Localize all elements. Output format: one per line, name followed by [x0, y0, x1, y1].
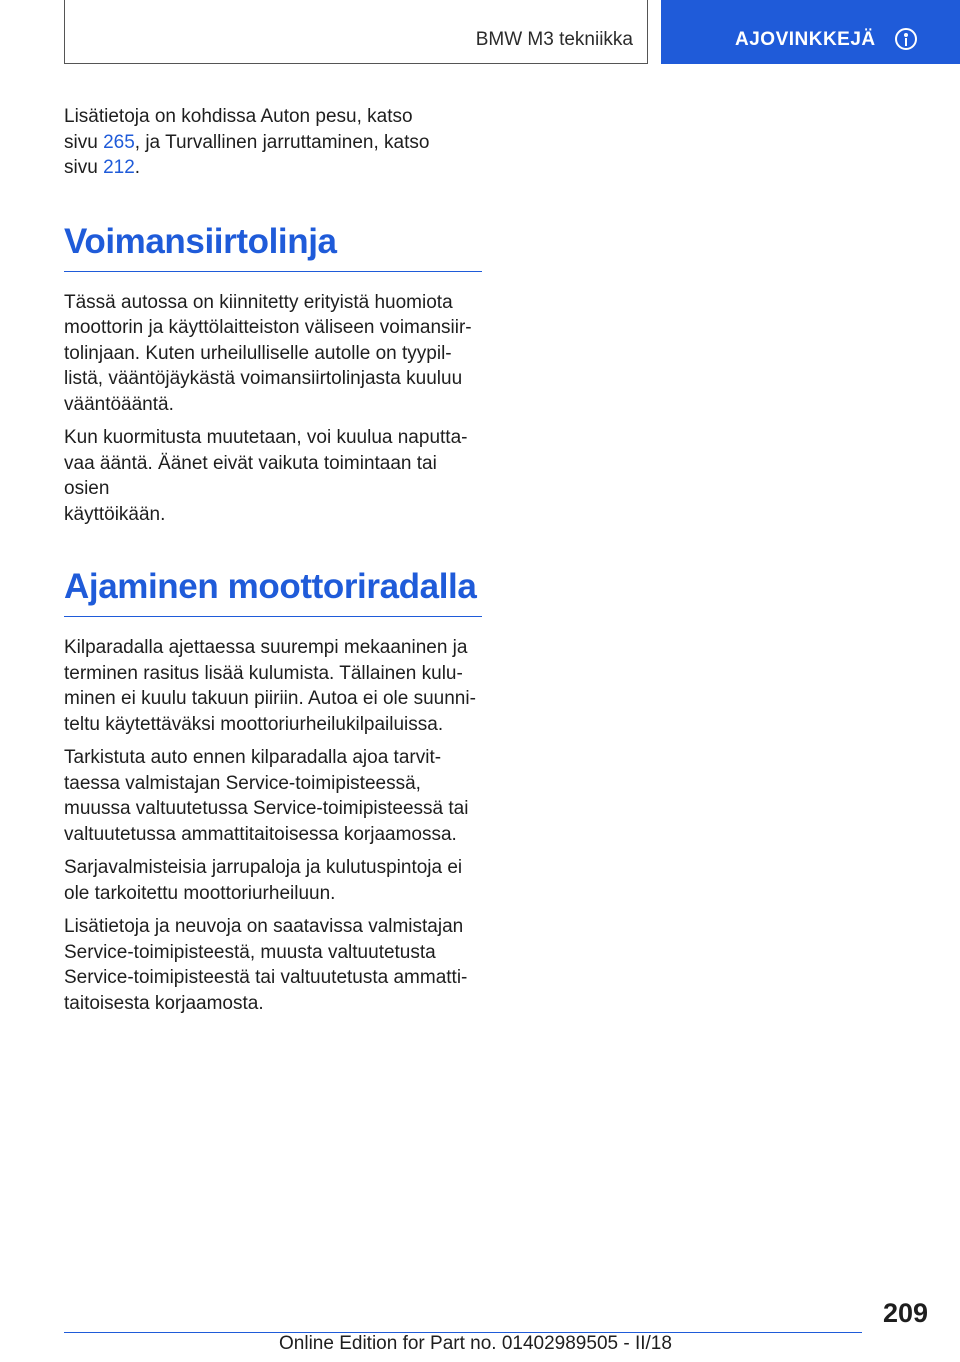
intro-text: sivu: [64, 157, 104, 178]
text-line: vaa ääntä. Äänet eivät vaikuta toimintaan tai osien: [64, 452, 437, 499]
text-line: Lisätietoja ja neuvoja on saatavissa valmistajan: [64, 916, 464, 937]
page-link-212[interactable]: 212: [103, 157, 135, 178]
text-line: Tässä autossa on kiinnitetty erityistä huomiota: [64, 291, 453, 313]
text-line: käyttöikään.: [64, 503, 166, 525]
section-label[interactable]: AJOVINKKEJÄ: [735, 29, 876, 50]
section-heading-voimansiirtolinja: Voimansiirtolinja: [64, 221, 482, 272]
paragraph: [64, 745, 482, 847]
text-line: ole tarkoitettu moottoriurheiluun.: [64, 882, 336, 904]
text-line: Service-toimipisteestä tai valtuutetusta ammatti-: [64, 967, 468, 988]
text-line: teltu käytettäväksi moottoriurheilukilpailuissa.: [64, 713, 444, 735]
text-line: Service-toimipisteestä, muusta valtuutetusta: [64, 941, 436, 963]
intro-text: , ja Turvallinen jarruttaminen, katso: [134, 131, 430, 153]
text-line: Kun kuormitusta muutetaan, voi kuulua naputta-: [64, 427, 468, 448]
page-link-265[interactable]: 265: [103, 131, 135, 153]
paragraph: [64, 914, 482, 1016]
text-line: terminen rasitus lisää kulumista. Tällainen kulu-: [64, 662, 463, 684]
text-line: listä, vääntöjäykästä voimansiirtolinjasta kuuluu: [64, 368, 463, 389]
intro-text: .: [134, 157, 141, 178]
paragraph: [64, 425, 482, 527]
text-line: Tarkistuta auto ennen kilparadalla ajoa tarvit-: [64, 747, 442, 768]
main-content: [64, 104, 482, 1024]
header-title-tab: [64, 0, 648, 64]
text-line: minen ei kuulu takuun piiriin. Autoa ei ole suunni-: [64, 688, 476, 709]
paragraph: [64, 290, 482, 418]
text-line: moottorin ja käyttölaitteiston väliseen voimansiir-: [64, 317, 472, 338]
section-heading-ajaminen-moottoriradalla: Ajaminen moottoriradalla: [64, 566, 482, 617]
page-number: 209: [882, 1298, 928, 1328]
intro-line: Lisätietoja on kohdissa Auton pesu, katso: [64, 106, 413, 127]
paragraph: [64, 855, 482, 906]
text-line: taessa valmistajan Service-toimipisteessä,: [64, 772, 421, 794]
info-icon[interactable]: [895, 28, 917, 50]
paragraph: [64, 635, 482, 737]
section-tab[interactable]: [661, 0, 960, 64]
intro-text: sivu: [64, 131, 104, 153]
text-line: Kilparadalla ajettaessa suurempi mekaaninen ja: [64, 637, 468, 658]
text-line: Sarjavalmisteisia jarrupaloja ja kulutuspintoja ei: [64, 857, 463, 878]
text-line: taitoisesta korjaamosta.: [64, 992, 264, 1014]
footer-edition: Online Edition for Part no. 01402989505 - II/18: [279, 1333, 672, 1354]
text-line: tolinjaan. Kuten urheilulliselle autolle on tyypil-: [64, 342, 452, 364]
text-line: valtuutetussa ammattitaitoisessa korjaamossa.: [64, 823, 457, 845]
intro-paragraph: [64, 104, 482, 181]
text-line: muussa valtuutetussa Service-toimipisteessä tai: [64, 798, 469, 819]
text-line: vääntöääntä.: [64, 393, 174, 415]
book-title: BMW M3 tekniikka: [475, 29, 633, 50]
